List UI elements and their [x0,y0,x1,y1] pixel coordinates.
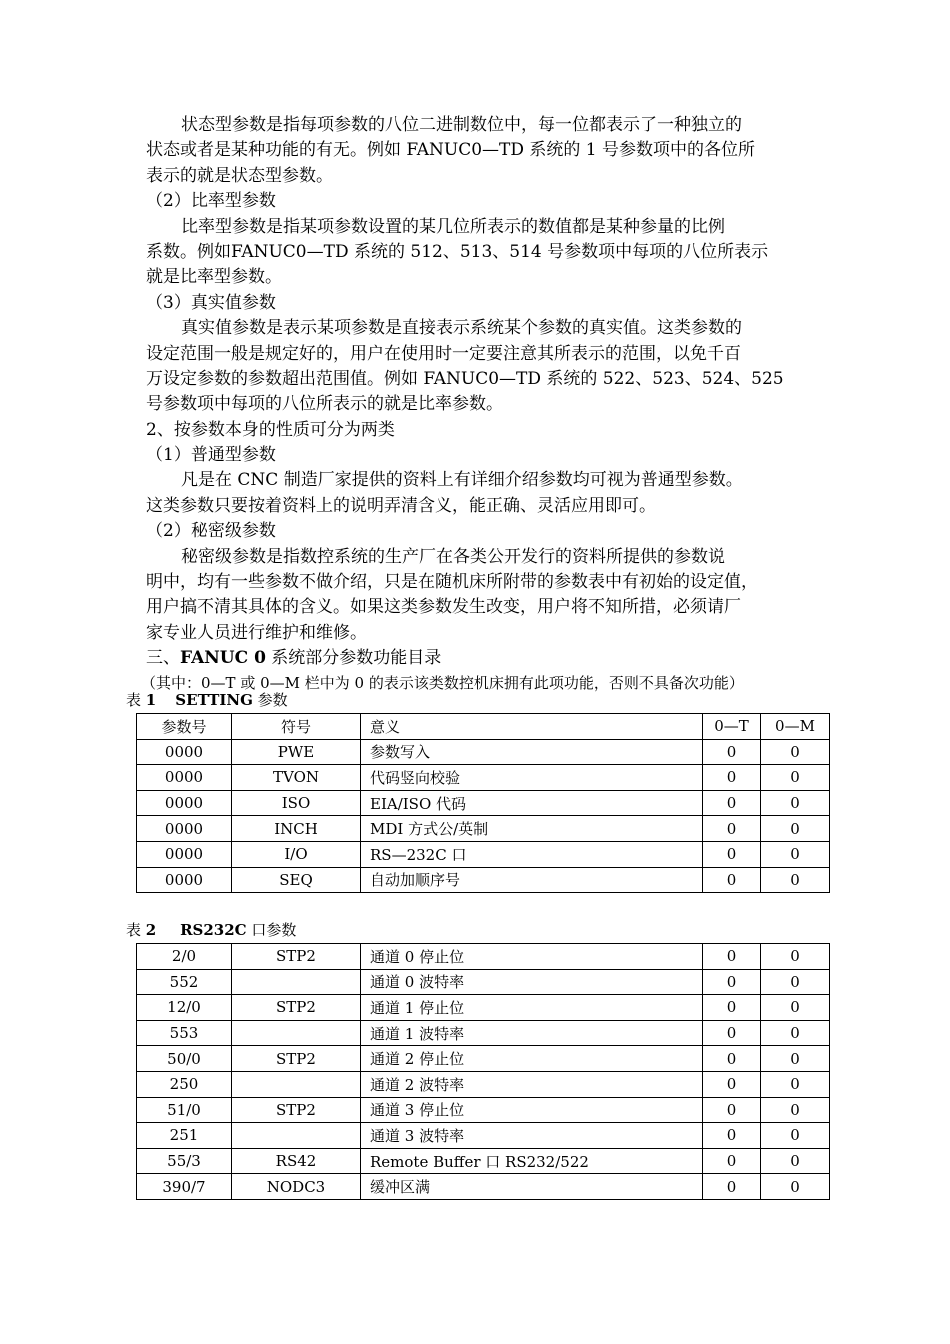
text-line: 系数。例如FANUC0—TD 系统的 512、513、514 号参数项中每项的八位所表示 [146,241,769,262]
text-line: 2、按参数本身的性质可分为两类 [146,419,395,440]
text-line: 万设定参数的参数超出范围值。例如 FANUC0—TD 系统的 522、523、524、525 [146,368,784,389]
text-line: 号参数项中每项的八位所表示的就是比率参数。 [146,394,503,415]
cell-0m: 0 [761,867,830,893]
cell-symbol: I/O [232,841,361,867]
cell-param-number: 12/0 [137,995,232,1021]
cell-meaning: 通道 3 波特率 [361,1123,703,1149]
cell-symbol: TVON [232,765,361,791]
cell-0m: 0 [761,1046,830,1072]
text-line: 表示的就是状态型参数。 [146,165,333,186]
cell-meaning: 通道 1 波特率 [361,1020,703,1046]
cell-param-number: 251 [137,1123,232,1149]
cell-0m: 0 [761,1071,830,1097]
table1-caption-num: 1 [145,691,157,709]
cell-symbol: NODC3 [232,1174,361,1200]
cell-0t: 0 [703,944,761,970]
cell-meaning: Remote Buffer 口 RS232/522 [361,1148,703,1174]
text-line: 就是比率型参数。 [146,267,282,288]
cell-symbol: SEQ [232,867,361,893]
cell-param-number: 0000 [137,841,232,867]
cell-symbol: PWE [232,739,361,765]
cell-symbol: RS42 [232,1148,361,1174]
text-line: （1）普通型参数 [146,445,276,466]
table-row [137,1071,830,1097]
setting-parameter-table [136,713,830,893]
table-row [137,1046,830,1072]
cell-0t: 0 [703,1071,761,1097]
text-line: 状态型参数是指每项参数的八位二进制数位中，每一位都表示了一种独立的 [181,115,742,135]
text-line: 家专业人员进行维护和维修。 [146,622,367,643]
cell-meaning: 通道 0 停止位 [361,944,703,970]
table2-caption-suffix: 口参数 [246,921,297,939]
cell-0t: 0 [703,969,761,995]
cell-meaning: 缓冲区满 [361,1174,703,1200]
cell-symbol: STP2 [232,1097,361,1123]
table2-caption-prefix: 表 [126,921,146,939]
table-row [137,867,830,893]
table1-caption-suffix: 参数 [252,691,288,709]
cell-symbol: ISO [232,790,361,816]
cell-0m: 0 [761,1097,830,1123]
table-row [137,1123,830,1149]
cell-meaning: 通道 3 停止位 [361,1097,703,1123]
table-row [137,816,830,842]
table-row [137,995,830,1021]
header-cell-0m: 0—M [761,714,830,740]
table1-caption-name: SETTING [175,691,253,709]
text-line: （2）比率型参数 [146,191,276,212]
cell-meaning: EIA/ISO 代码 [361,790,703,816]
cell-meaning: 通道 0 波特率 [361,969,703,995]
cell-param-number: 0000 [137,816,232,842]
cell-meaning: RS—232C 口 [361,841,703,867]
header-cell-param-number: 参数号 [137,714,232,740]
cell-symbol [232,1020,361,1046]
table-row [137,944,830,970]
cell-param-number: 2/0 [137,944,232,970]
cell-0m: 0 [761,841,830,867]
cell-0t: 0 [703,790,761,816]
cell-symbol: STP2 [232,1046,361,1072]
cell-0m: 0 [761,816,830,842]
cell-0t: 0 [703,739,761,765]
cell-symbol: INCH [232,816,361,842]
table-row [137,1148,830,1174]
cell-meaning: 自动加顺序号 [361,867,703,893]
text-line: 凡是在 CNC 制造厂家提供的资料上有详细介绍参数均可视为普通型参数。 [181,470,743,491]
table-header-row [137,714,830,740]
document-body [141,113,816,695]
cell-0m: 0 [761,765,830,791]
text-line: （2）秘密级参数 [146,521,276,542]
cell-meaning: 通道 1 停止位 [361,995,703,1021]
cell-0t: 0 [703,1097,761,1123]
cell-symbol: STP2 [232,995,361,1021]
cell-meaning: 通道 2 波特率 [361,1071,703,1097]
cell-0t: 0 [703,1174,761,1200]
cell-0m: 0 [761,1123,830,1149]
rs232c-parameter-table [136,943,830,1200]
cell-meaning: 参数写入 [361,739,703,765]
cell-param-number: 0000 [137,739,232,765]
header-cell-meaning: 意义 [361,714,703,740]
text-line: （3）真实值参数 [146,292,276,313]
cell-0m: 0 [761,790,830,816]
table-row [137,1020,830,1046]
cell-meaning: MDI 方式公/英制 [361,816,703,842]
cell-param-number: 390/7 [137,1174,232,1200]
table-row [137,739,830,765]
paragraph-block [146,113,816,646]
table2-caption [126,919,296,941]
cell-symbol: STP2 [232,944,361,970]
cell-param-number: 51/0 [137,1097,232,1123]
table-row [137,1174,830,1200]
cell-0m: 0 [761,969,830,995]
text-line: 设定范围一般是规定好的，用户在使用时一定要注意其所表示的范围，以免千百 [146,343,741,364]
table-row [137,969,830,995]
table2-caption-num: 2 [145,921,157,939]
cell-0t: 0 [703,1123,761,1149]
section-heading-suffix: 系统部分参数功能目录 [265,648,442,669]
cell-symbol [232,1071,361,1097]
text-line: 用户搞不清其具体的含义。如果这类参数发生改变，用户将不知所措，必须请厂 [146,597,741,618]
cell-param-number: 0000 [137,867,232,893]
cell-0m: 0 [761,1148,830,1174]
header-cell-symbol: 符号 [232,714,361,740]
section-heading-prefix: 三、 [146,648,180,669]
cell-0t: 0 [703,1020,761,1046]
cell-0t: 0 [703,765,761,791]
cell-param-number: 552 [137,969,232,995]
table1-caption-prefix: 表 [126,691,146,709]
cell-0m: 0 [761,1020,830,1046]
cell-0t: 0 [703,841,761,867]
cell-0t: 0 [703,1148,761,1174]
table-row [137,765,830,791]
cell-0t: 0 [703,867,761,893]
cell-param-number: 0000 [137,790,232,816]
table-row [137,1097,830,1123]
cell-0m: 0 [761,944,830,970]
header-cell-0t: 0—T [703,714,761,740]
cell-param-number: 250 [137,1071,232,1097]
cell-0t: 0 [703,816,761,842]
text-line: 比率型参数是指某项参数设置的某几位所表示的数值都是某种参量的比例 [181,216,725,237]
cell-0m: 0 [761,995,830,1021]
table2-caption-name: RS232C [180,921,247,939]
cell-0m: 0 [761,1174,830,1200]
cell-symbol [232,969,361,995]
cell-param-number: 553 [137,1020,232,1046]
cell-param-number: 0000 [137,765,232,791]
cell-meaning: 通道 2 停止位 [361,1046,703,1072]
cell-0t: 0 [703,1046,761,1072]
text-line: 这类参数只要按着资料上的说明弄清含义，能正确、灵活应用即可。 [146,495,656,516]
text-line: 明中，均有一些参数不做介绍，只是在随机床所附带的参数表中有初始的设定值， [146,572,758,593]
cell-meaning: 代码竖向校验 [361,765,703,791]
text-line: 状态或者是某种功能的有无。例如 FANUC0—TD 系统的 1 号参数项中的各位所 [146,140,756,161]
text-line: 真实值参数是表示某项参数是直接表示系统某个参数的真实值。这类参数的 [181,318,742,339]
cell-0t: 0 [703,995,761,1021]
section-heading [146,646,816,671]
section-heading-bold: FANUC 0 [180,648,266,669]
text-line: 秘密级参数是指数控系统的生产厂在各类公开发行的资料所提供的参数说 [181,546,725,567]
cell-0m: 0 [761,739,830,765]
function-note: （其中：0—T 或 0—M 栏中为 0 的表示该类数控机床拥有此项功能，否则不具备次功能） [141,673,744,692]
cell-symbol [232,1123,361,1149]
cell-param-number: 50/0 [137,1046,232,1072]
table-row [137,790,830,816]
cell-param-number: 55/3 [137,1148,232,1174]
table1-caption [126,689,288,711]
table-row [137,841,830,867]
